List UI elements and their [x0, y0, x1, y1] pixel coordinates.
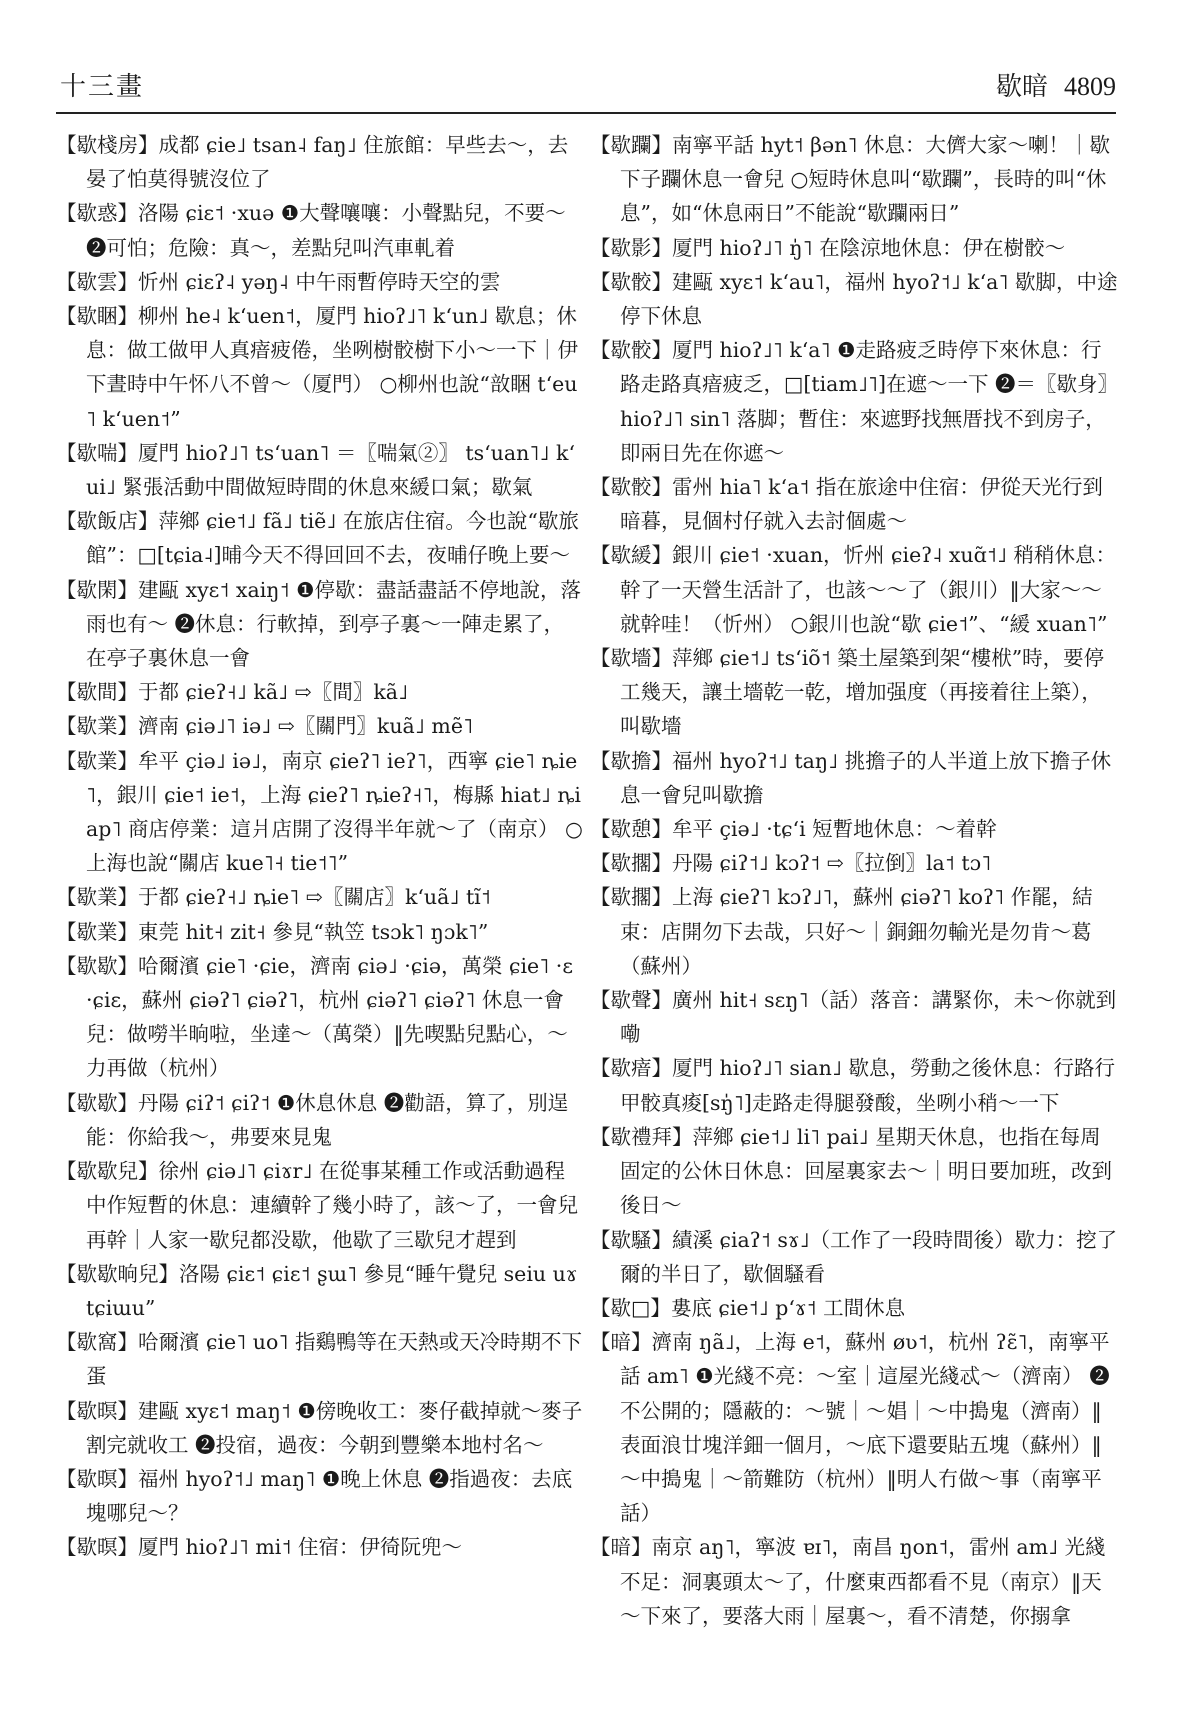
page-header: [56, 60, 1116, 114]
dictionary-entry: 【歇擱】上海 ɕieʔ˥ kɔʔ˩˥，蘇州 ɕiəʔ˥ koʔ˥ 作罷，結束：店開勿下去哉，只好～｜銅鈿勿輸光是勿肯～葛（蘇州）: [590, 885, 1093, 978]
dictionary-entry: 【歇墻】萍鄉 ɕie˦˩ tsʻiõ˦ 築土屋築到架“樓栿”時，要停工幾天，讓土墻乾一乾，增加强度（再接着往上築），叫歇墻: [590, 646, 1105, 739]
dictionary-entry: 【歇暝】厦門 hioʔ˩˥ mi˦ 住宿：伊徛阮兜～: [56, 1535, 462, 1560]
dictionary-entry: 【歇歇晌兒】洛陽 ɕiɛ˦ ɕiɛ˦ ʂɯ˥ 參見“睡午覺兒 seiu uɤ tɕiɯu”: [56, 1261, 578, 1320]
dictionary-entry: 【歇瘖】厦門 hioʔ˩˥ sian˩ 歇息，勞動之後休息：行路行甲骹真痠[sŋ̍˥]走路走得腿發酸，坐咧小稍～一下: [590, 1056, 1115, 1115]
dictionary-entry: 【歇窩】哈爾濱 ɕie˥ uo˥ 指鷄鴨等在天熱或天冷時期不下蛋: [56, 1330, 582, 1389]
dictionary-entry: 【歇暝】建甌 xyɛ˦ maŋ˦ ❶傍晚收工：麥仔截掉就～麥子割完就收工 ❷投宿，過夜：今朝到豐樂本地村名～: [56, 1398, 583, 1457]
dictionary-entry: 【歇騷】績溪 ɕiaʔ˦ sɤ˩（工作了一段時間後）歇力：挖了爾的半日了，歇個騷看: [590, 1227, 1118, 1286]
dictionary-entry: 【歇業】于都 ɕieʔ˧˩ ȵie˥ ⇨〖關店〗kʻuã˩ tĩ˦: [56, 885, 491, 910]
dictionary-entry: 【歇棧房】成都 ɕie˩ tsan˨ faŋ˩ 住旅館：早些去～，去晏了怕莫得號沒位了: [56, 133, 569, 192]
dictionary-entry: 【歇惑】洛陽 ɕiɛ˦ ·xuə ❶大聲嚷嚷：小聲點兒，不要～ ❷可怕；危險：真～，差點兒叫汽車軋着: [56, 201, 566, 260]
dictionary-entry: 【歇閑】建甌 xyɛ˦ xaiŋ˦ ❶停歇：盡話盡話不停地說，落雨也有～ ❷休息：行軟掉，到亭子裏～一陣走累了，在亭子裏休息一會: [56, 577, 581, 671]
dictionary-entry: 【歇憩】牟平 çiə˩ ·tɕʻi 短暫地休息：～着幹: [590, 817, 997, 842]
dictionary-entry: 【歇聲】廣州 hit˧ sɛŋ˥（話）落音：講緊你，未～你就到嘞: [590, 988, 1117, 1047]
dictionary-entry: 【歇擔】福州 hyoʔ˦˩ taŋ˩ 挑擔子的人半道上放下擔子休息一會兒叫歇擔: [590, 748, 1112, 807]
dictionary-entry: 【歇擱】丹陽 ɕiʔ˦˩ kɔʔ˦ ⇨〖拉倒〗la˦ tɔ˥: [590, 851, 992, 876]
dictionary-entry: 【歇間】于都 ɕieʔ˧˩ kã˩ ⇨〖間〗kã˩: [56, 680, 409, 705]
dictionary-entry: 【歇業】東莞 hit˧ zit˧ 參見“執笠 tsɔk˥ ŋɔk˥”: [56, 919, 489, 944]
dictionary-entry: 【歇□】婁底 ɕie˦˩ pʻɤ˦ 工間休息: [590, 1295, 906, 1320]
head-characters: 歇暗: [995, 72, 1048, 102]
dictionary-entry: 【暗】濟南 ŋã˩，上海 e˦，蘇州 øʋ˦，杭州 ʔɛ̃˥，南寧平話 am˥ ❶光綫不亮：～室｜這屋光綫忒～（濟南） ❷不公開的；隱蔽的：～號｜～娼｜～中搗鬼（濟南）‖表面浪廿塊洋鈿一個月，～底下還要貼五塊（蘇州）‖～中搗鬼｜～箭難防（杭州）‖明人冇做～事（南寧平話）: [590, 1330, 1110, 1526]
dictionary-entry: 【歇影】厦門 hioʔ˩˥ ŋ̍˥ 在陰涼地休息：伊在樹骹～: [590, 235, 1066, 260]
dictionary-entry: 【歇睏】柳州 he˨ kʻuen˦，厦門 hioʔ˩˥ kʻun˩ 歇息；休息：做工做甲人真瘖疲倦，坐咧樹骹樹下小～一下｜伊下晝時中午怀八不曾～（厦門） ○柳州也說“敨睏 tʻeu˥ kʻuen˦”: [56, 304, 578, 431]
dictionary-entry: 【歇禮拜】萍鄉 ɕie˦˩ li˥ pai˩ 星期天休息，也指在每周固定的公休日休息：回屋裏家去～｜明日要加班，改到後日～: [590, 1124, 1112, 1218]
dictionary-entry: 【歇歇】哈爾濱 ɕie˥ ·ɕie，濟南 ɕiə˩ ·ɕiə，萬榮 ɕie˥ ·ɛ ·ɕiɛ，蘇州 ɕiəʔ˥ ɕiəʔ˥，杭州 ɕiəʔ˥ ɕiəʔ˥ 休息一會兒：做嘮半晌啦，坐達～（萬榮）‖先喫點兒點心，～力再做（杭州）: [56, 953, 573, 1081]
dictionary-entry: 【歇業】牟平 çiə˩ iə˩，南京 ɕieʔ˥ ieʔ˥，西寧 ɕie˥ ȵie˥，銀川 ɕie˦ ie˦，上海 ɕieʔ˥ ȵieʔ˧˥，梅縣 hiat˩ ȵiap˥ 商店停業：這爿店開了沒得半年就～了（南京） ○上海也說“關店 kue˥˧ tie˦˥”: [56, 748, 583, 876]
right-column: [590, 128, 1120, 1633]
section-title: 十三畫: [60, 72, 145, 102]
left-column: [56, 128, 584, 1565]
page-number: 4809: [1064, 72, 1116, 101]
dictionary-entry: 【歇躝】南寧平話 hyt˦ βən˥ 休息：大儕大家～喇！｜歇下子躝休息一會兒 ○短時休息叫“歇躝”，長時的叫“休息”，如“休息兩日”不能說“歇躝兩日”: [590, 133, 1110, 226]
dictionary-entry: 【歇暝】福州 hyoʔ˦˩ maŋ˥ ❶晚上休息 ❷指過夜：去底塊哪兒～？: [56, 1466, 573, 1526]
dictionary-entry: 【暗】南京 aŋ˥，寧波 ɐɪ˥，南昌 ŋon˦，雷州 am˩ 光綫不足：洞裏頭太～了，什麼東西都看不見（南京）‖天～下來了，要落大雨｜屋裏～，看不清楚，你搦拿: [590, 1535, 1106, 1628]
running-head: [996, 66, 1116, 103]
dictionary-entry: 【歇骹】建甌 xyɛ˦ kʻau˥，福州 hyoʔ˦˩ kʻa˥ 歇脚，中途停下休息: [590, 269, 1118, 329]
dictionary-entry: 【歇喘】厦門 hioʔ˩˥ tsʻuan˥ ＝〖喘氣②〗 tsʻuan˥˩ kʻui˩ 緊張活動中間做短時間的休息來緩口氣；歇氣: [56, 440, 575, 500]
dictionary-entry: 【歇骹】厦門 hioʔ˩˥ kʻa˥ ❶走路疲乏時停下來休息：行路走路真瘖疲乏，□[tiam˩˥]在遮～一下 ❷＝〖歇身〗hioʔ˩˥ sin˥ 落脚；暫住：來遮野找無厝找不到房子，即兩日先在你遮～: [590, 338, 1119, 465]
dictionary-entry: 【歇緩】銀川 ɕie˦ ·xuan，忻州 ɕieʔ˨ xuɑ̃˦˩ 稍稍休息：幹了一天營生活計了，也該～～了（銀川）‖大家～～就幹哇！（忻州） ○銀川也說“歇 ɕie˦”、“緩 xuan˥”: [590, 543, 1116, 636]
dictionary-entry: 【歇飯店】萍鄉 ɕie˦˩ fã˩ tiẽ˩ 在旅店住宿。今也說“歇旅館”：□[tɕia˨]晡今天不得回回不去，夜晡仔晚上要～: [56, 509, 579, 568]
dictionary-entry: 【歇歇】丹陽 ɕiʔ˦ ɕiʔ˦ ❶休息休息 ❷勸語，算了，別逞能：你給我～，弗要來見鬼: [56, 1090, 569, 1149]
dictionary-entry: 【歇業】濟南 ɕiə˩˥ iə˩ ⇨〖關門〗kuã˩ mẽ˥: [56, 714, 474, 739]
dictionary-entry: 【歇骹】雷州 hia˥ kʻa˦ 指在旅途中住宿：伊從天光行到暗暮，見個村仔就入去討個處～: [590, 475, 1103, 534]
dictionary-entry: 【歇歇兒】徐州 ɕiə˩˥ ɕiɤr˩ 在從事某種工作或活動過程中作短暫的休息：連續幹了幾小時了，該～了，一會兒再幹｜人家一歇兒都没歇，他歇了三歇兒才趕到: [56, 1159, 578, 1252]
dictionary-entry: 【歇雲】忻州 ɕiɛʔ˨ yəŋ˨ 中午雨暫停時天空的雲: [56, 269, 501, 294]
